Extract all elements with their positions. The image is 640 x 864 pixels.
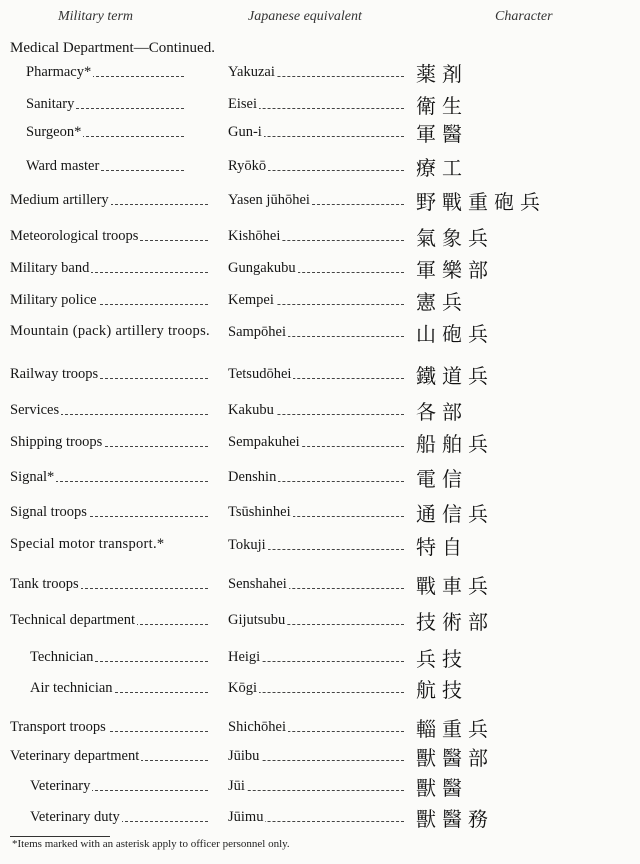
character: 獸醫務 bbox=[416, 807, 494, 831]
military-term: Military band bbox=[10, 260, 208, 276]
japanese-equivalent: Tokuji bbox=[228, 537, 404, 553]
character: 戰車兵 bbox=[416, 574, 494, 598]
military-term: Transport troops bbox=[10, 719, 208, 735]
japanese-equivalent: Senshahei bbox=[228, 576, 404, 592]
table-row bbox=[0, 612, 640, 642]
japanese-equivalent: Kishōhei bbox=[228, 228, 404, 244]
japanese-equivalent: Tsūshinhei bbox=[228, 504, 404, 520]
table-row bbox=[0, 324, 640, 354]
table-row bbox=[0, 402, 640, 432]
character: 通信兵 bbox=[416, 502, 494, 526]
japanese-equivalent: Sempakuhei bbox=[228, 434, 404, 450]
section-title: Medical Department—Continued. bbox=[10, 40, 215, 56]
character: 電信 bbox=[416, 467, 468, 491]
table-row bbox=[0, 124, 640, 154]
header-military-term: Military term bbox=[58, 9, 134, 24]
military-term: Railway troops bbox=[10, 366, 208, 382]
military-term: Veterinary department bbox=[10, 748, 208, 764]
character: 輜重兵 bbox=[416, 717, 494, 741]
character: 軍樂部 bbox=[416, 258, 494, 282]
header-character: Character bbox=[495, 9, 553, 24]
japanese-equivalent: Eisei bbox=[228, 96, 404, 112]
table-row bbox=[0, 192, 640, 222]
table-row bbox=[0, 366, 640, 396]
character: 特自 bbox=[416, 535, 468, 559]
character: 療工 bbox=[416, 156, 468, 180]
character: 薬剤 bbox=[416, 62, 468, 86]
character: 船舶兵 bbox=[416, 432, 494, 456]
japanese-equivalent: Ryōkō bbox=[228, 158, 404, 174]
japanese-equivalent: Jūibu bbox=[228, 748, 404, 764]
military-term: Veterinary duty bbox=[30, 809, 208, 825]
military-term: Sanitary bbox=[26, 96, 184, 112]
table-row bbox=[0, 649, 640, 679]
military-term: Special motor transport.* bbox=[10, 537, 165, 552]
military-term: Technical department bbox=[10, 612, 208, 628]
japanese-equivalent: Tetsudōhei bbox=[228, 366, 404, 382]
military-term: Surgeon* bbox=[26, 124, 184, 140]
military-term: Veterinary bbox=[30, 778, 208, 794]
japanese-equivalent: Jūimu bbox=[228, 809, 404, 825]
military-term: Mountain (pack) artillery troops. bbox=[10, 324, 210, 339]
military-term: Pharmacy* bbox=[26, 64, 184, 80]
japanese-equivalent: Gun-i bbox=[228, 124, 404, 140]
header-japanese-equivalent: Japanese equivalent bbox=[248, 9, 362, 24]
military-term: Services bbox=[10, 402, 208, 418]
character: 獸醫部 bbox=[416, 746, 494, 770]
military-term: Signal* bbox=[10, 469, 208, 485]
table-row bbox=[0, 504, 640, 534]
japanese-equivalent: Kōgi bbox=[228, 680, 404, 696]
table-row bbox=[0, 576, 640, 606]
japanese-equivalent: Yakuzai bbox=[228, 64, 404, 80]
character: 憲兵 bbox=[416, 290, 468, 314]
table-row bbox=[0, 469, 640, 499]
japanese-equivalent: Shichōhei bbox=[228, 719, 404, 735]
character: 航技 bbox=[416, 678, 468, 702]
japanese-equivalent: Denshin bbox=[228, 469, 404, 485]
character: 山砲兵 bbox=[416, 322, 494, 346]
table-row bbox=[0, 96, 640, 126]
japanese-equivalent: Kempei bbox=[228, 292, 404, 308]
japanese-equivalent: Yasen jūhōhei bbox=[228, 192, 404, 208]
table-row bbox=[0, 537, 640, 567]
table-row bbox=[0, 680, 640, 710]
table-row bbox=[0, 260, 640, 290]
table-row bbox=[0, 64, 640, 94]
character: 野戰重砲兵 bbox=[416, 190, 546, 214]
military-term: Technician bbox=[30, 649, 208, 665]
military-term: Medium artillery bbox=[10, 192, 208, 208]
japanese-equivalent: Sampōhei bbox=[228, 324, 404, 340]
table-row bbox=[0, 778, 640, 808]
military-term: Ward master bbox=[26, 158, 184, 174]
military-term: Meteorological troops bbox=[10, 228, 208, 244]
character: 衛生 bbox=[416, 94, 468, 118]
character: 兵技 bbox=[416, 647, 468, 671]
character: 各部 bbox=[416, 400, 468, 424]
character: 軍醫 bbox=[416, 122, 468, 146]
japanese-equivalent: Gijutsubu bbox=[228, 612, 404, 628]
military-term: Air technician bbox=[30, 680, 208, 696]
military-term: Shipping troops bbox=[10, 434, 208, 450]
footnote: *Items marked with an asterisk apply to officer personnel only. bbox=[12, 838, 290, 850]
military-term: Military police bbox=[10, 292, 208, 308]
table-row bbox=[0, 292, 640, 322]
japanese-equivalent: Gungakubu bbox=[228, 260, 404, 276]
character: 獸醫 bbox=[416, 776, 468, 800]
japanese-equivalent: Jūi bbox=[228, 778, 404, 794]
military-term: Tank troops bbox=[10, 576, 208, 592]
table-row bbox=[0, 719, 640, 749]
table-row bbox=[0, 228, 640, 258]
table-row bbox=[0, 809, 640, 839]
footnote-rule bbox=[10, 836, 110, 837]
japanese-equivalent: Heigi bbox=[228, 649, 404, 665]
table-row bbox=[0, 748, 640, 778]
table-row bbox=[0, 434, 640, 464]
character: 技術部 bbox=[416, 610, 494, 634]
character: 氣象兵 bbox=[416, 226, 494, 250]
character: 鐵道兵 bbox=[416, 364, 494, 388]
table-row bbox=[0, 158, 640, 188]
military-term: Signal troops bbox=[10, 504, 208, 520]
japanese-equivalent: Kakubu bbox=[228, 402, 404, 418]
